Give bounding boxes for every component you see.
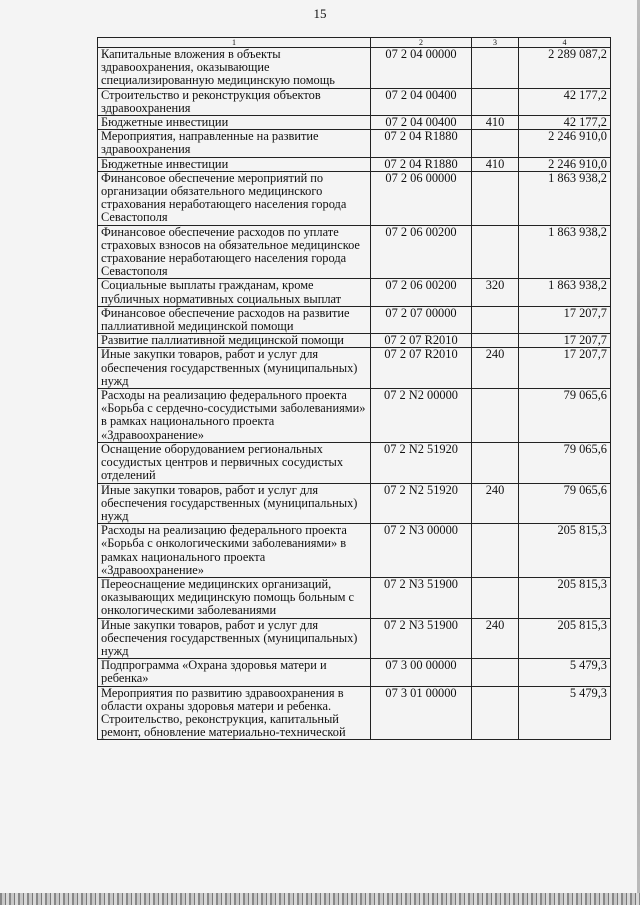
row-amount-cell: 42 177,2 (519, 88, 611, 115)
row-code-cell: 07 2 04 00400 (371, 116, 472, 130)
column-number: 1 (98, 38, 371, 48)
table-row (98, 442, 611, 483)
row-amount-cell: 5 479,3 (519, 659, 611, 686)
table-row (98, 659, 611, 686)
row-code-cell: 07 2 04 R1880 (371, 130, 472, 157)
row-amount-cell: 2 289 087,2 (519, 48, 611, 89)
row-name-cell: Строительство и реконструкция объектов здравоохранения (98, 88, 371, 115)
row-amount-cell: 2 246 910,0 (519, 157, 611, 171)
row-name-cell: Иные закупки товаров, работ и услуг для обеспечения государственных (муниципальных) нужд (98, 618, 371, 659)
column-number: 3 (472, 38, 519, 48)
column-number: 4 (519, 38, 611, 48)
row-name-cell: Оснащение оборудованием региональных сосудистых центров и первичных сосудистых отделений (98, 442, 371, 483)
row-type-cell (472, 306, 519, 333)
table-row (98, 116, 611, 130)
column-number: 2 (371, 38, 472, 48)
row-amount-cell: 17 207,7 (519, 306, 611, 333)
page-number: 15 (313, 6, 327, 21)
row-code-cell: 07 3 00 00000 (371, 659, 472, 686)
row-amount-cell: 42 177,2 (519, 116, 611, 130)
row-code-cell: 07 2 06 00000 (371, 171, 472, 225)
table-row (98, 577, 611, 618)
row-amount-cell: 205 815,3 (519, 577, 611, 618)
row-code-cell: 07 2 06 00200 (371, 279, 472, 306)
table-row (98, 334, 611, 348)
column-number-row (98, 38, 611, 48)
row-name-cell: Финансовое обеспечение расходов на развитие паллиативной медицинской помощи (98, 306, 371, 333)
table-row (98, 48, 611, 89)
row-amount-cell: 1 863 938,2 (519, 225, 611, 279)
row-name-cell: Мероприятия, направленные на развитие здравоохранения (98, 130, 371, 157)
row-type-cell: 240 (472, 348, 519, 389)
row-code-cell: 07 2 04 00400 (371, 88, 472, 115)
row-name-cell: Расходы на реализацию федерального проекта «Борьба с сердечно-сосудистыми заболеваниями» в рамках национального проекта «Здравоохранение» (98, 389, 371, 443)
row-name-cell: Подпрограмма «Охрана здоровья матери и ребенка» (98, 659, 371, 686)
table-row (98, 157, 611, 171)
table-row (98, 88, 611, 115)
row-type-cell (472, 659, 519, 686)
row-code-cell: 07 2 N3 51900 (371, 618, 472, 659)
row-type-cell (472, 48, 519, 89)
row-amount-cell: 5 479,3 (519, 686, 611, 740)
row-amount-cell: 17 207,7 (519, 348, 611, 389)
row-name-cell: Иные закупки товаров, работ и услуг для обеспечения государственных (муниципальных) нужд (98, 348, 371, 389)
row-name-cell: Мероприятия по развитию здравоохранения в области охраны здоровья матери и ребенка. Строительство, реконструкция, капитальный ремонт, обновление материально-технической (98, 686, 371, 740)
row-amount-cell: 1 863 938,2 (519, 279, 611, 306)
row-type-cell (472, 130, 519, 157)
row-type-cell (472, 225, 519, 279)
row-code-cell: 07 2 06 00200 (371, 225, 472, 279)
row-type-cell (472, 686, 519, 740)
row-name-cell: Переоснащение медицинских организаций, оказывающих медицинскую помощь больным с онкологическими заболеваниями (98, 577, 371, 618)
row-amount-cell: 79 065,6 (519, 483, 611, 524)
row-code-cell: 07 2 N2 51920 (371, 442, 472, 483)
row-code-cell: 07 2 07 R2010 (371, 334, 472, 348)
row-type-cell (472, 577, 519, 618)
row-name-cell: Капитальные вложения в объекты здравоохранения, оказывающие специализированную медицинскую помощь (98, 48, 371, 89)
row-code-cell: 07 3 01 00000 (371, 686, 472, 740)
budget-table (97, 37, 611, 740)
row-type-cell (472, 171, 519, 225)
row-code-cell: 07 2 N2 51920 (371, 483, 472, 524)
row-amount-cell: 2 246 910,0 (519, 130, 611, 157)
table-row (98, 225, 611, 279)
row-type-cell (472, 334, 519, 348)
table-row (98, 524, 611, 578)
row-name-cell: Бюджетные инвестиции (98, 116, 371, 130)
table-row (98, 130, 611, 157)
row-code-cell: 07 2 04 R1880 (371, 157, 472, 171)
row-amount-cell: 79 065,6 (519, 389, 611, 443)
row-name-cell: Финансовое обеспечение мероприятий по организации обязательного медицинского страхования неработающего населения города Севастополя (98, 171, 371, 225)
table-row (98, 389, 611, 443)
row-amount-cell: 79 065,6 (519, 442, 611, 483)
row-type-cell: 410 (472, 116, 519, 130)
table-row (98, 483, 611, 524)
table-row (98, 279, 611, 306)
row-code-cell: 07 2 07 00000 (371, 306, 472, 333)
row-amount-cell: 17 207,7 (519, 334, 611, 348)
row-name-cell: Бюджетные инвестиции (98, 157, 371, 171)
row-type-cell: 240 (472, 483, 519, 524)
row-name-cell: Развитие паллиативной медицинской помощи (98, 334, 371, 348)
table-row (98, 618, 611, 659)
row-code-cell: 07 2 N3 51900 (371, 577, 472, 618)
row-code-cell: 07 2 N2 00000 (371, 389, 472, 443)
row-name-cell: Финансовое обеспечение расходов по уплате страховых взносов на обязательное медицинское страхование неработающего населения города Севастополя (98, 225, 371, 279)
table-row (98, 171, 611, 225)
row-name-cell: Расходы на реализацию федерального проекта «Борьба с онкологическими заболеваниями» в рамках национального проекта «Здравоохранение» (98, 524, 371, 578)
row-code-cell: 07 2 N3 00000 (371, 524, 472, 578)
row-type-cell (472, 88, 519, 115)
scan-bottom-band (0, 893, 640, 905)
row-type-cell: 320 (472, 279, 519, 306)
row-type-cell (472, 389, 519, 443)
row-amount-cell: 205 815,3 (519, 618, 611, 659)
row-amount-cell: 205 815,3 (519, 524, 611, 578)
row-name-cell: Иные закупки товаров, работ и услуг для обеспечения государственных (муниципальных) нужд (98, 483, 371, 524)
table-row (98, 348, 611, 389)
row-type-cell (472, 524, 519, 578)
row-type-cell: 410 (472, 157, 519, 171)
table-row (98, 686, 611, 740)
row-amount-cell: 1 863 938,2 (519, 171, 611, 225)
row-type-cell: 240 (472, 618, 519, 659)
table-row (98, 306, 611, 333)
row-code-cell: 07 2 07 R2010 (371, 348, 472, 389)
row-code-cell: 07 2 04 00000 (371, 48, 472, 89)
row-name-cell: Социальные выплаты гражданам, кроме публичных нормативных социальных выплат (98, 279, 371, 306)
row-type-cell (472, 442, 519, 483)
